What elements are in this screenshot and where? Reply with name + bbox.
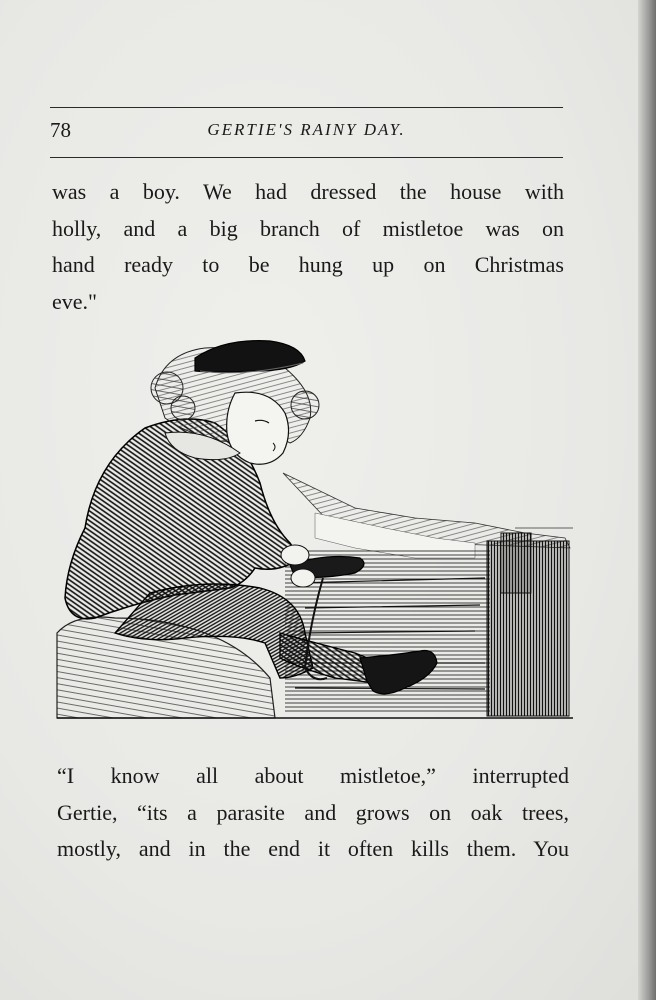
paragraph-2 bbox=[57, 758, 569, 868]
text-line: mostly, and in the end it often kills them. You bbox=[57, 836, 569, 861]
paragraph-1 bbox=[52, 174, 564, 320]
header-rule-bottom bbox=[50, 157, 563, 158]
text-line: was a boy. We had dressed the house with bbox=[52, 179, 564, 204]
page-number: 78 bbox=[50, 118, 71, 142]
engraving-child-lacing-skate-icon bbox=[55, 333, 573, 721]
text-line: holly, and a big branch of mistletoe was on bbox=[52, 215, 564, 241]
page-header bbox=[50, 118, 563, 148]
text-line: eve." bbox=[52, 288, 98, 314]
text-line: “I know all about mistletoe,” interrupted bbox=[57, 763, 569, 788]
running-head: GERTIE'S RAINY DAY. bbox=[207, 120, 406, 139]
header-rule-top bbox=[50, 107, 563, 108]
book-spine-shadow bbox=[638, 0, 656, 1000]
text-line: hand ready to be hung up on Christmas bbox=[52, 252, 564, 277]
text-line: Gertie, “its a parasite and grows on oak trees, bbox=[57, 799, 569, 825]
